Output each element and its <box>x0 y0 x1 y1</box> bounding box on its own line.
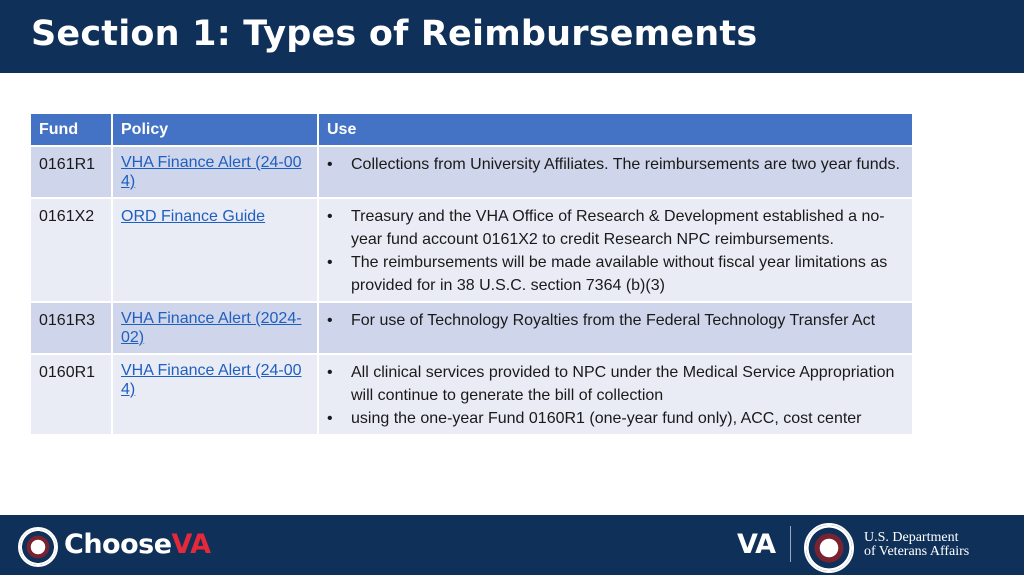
table-header-row <box>31 114 913 146</box>
table-row <box>31 354 913 434</box>
use-cell <box>318 146 913 198</box>
use-bullet: • The reimbursements will be made available without fiscal year limitations as provided for in 38 U.S.C. section 7364 (b)(3) <box>351 251 904 297</box>
policy-link[interactable]: ORD Finance Guide <box>121 208 266 225</box>
choose-va-text: VA <box>171 529 211 560</box>
use-cell <box>318 354 913 434</box>
fund-cell: 0161R3 <box>31 302 112 354</box>
fund-cell: 0160R1 <box>31 354 112 434</box>
choose-text: Choose <box>64 529 172 560</box>
policy-cell <box>112 146 318 198</box>
use-bullet: • using the one-year Fund 0160R1 (one-year fund only), ACC, cost center <box>351 407 904 430</box>
policy-cell <box>112 302 318 354</box>
department-line-1: U.S. Department <box>864 530 959 545</box>
fund-cell: 0161X2 <box>31 198 112 302</box>
header-fund: Fund <box>31 114 112 146</box>
policy-link[interactable]: VHA Finance Alert (24-004) <box>121 362 302 398</box>
slide-title: Section 1: Types of Reimbursements <box>31 14 758 54</box>
header-use: Use <box>318 114 913 146</box>
policy-cell <box>112 198 318 302</box>
use-bullet: • For use of Technology Royalties from the Federal Technology Transfer Act <box>351 309 904 332</box>
use-bullet: • Treasury and the VHA Office of Research & Development established a no-year fund account 0161X2 to credit Research NPC reimbursements. <box>351 205 904 251</box>
department-seal-icon <box>804 523 854 573</box>
use-bullet: • Collections from University Affiliates. The reimbursements are two year funds. <box>351 153 904 176</box>
table-row <box>31 198 913 302</box>
choose-va-logo <box>64 529 211 560</box>
va-logo: VA <box>737 529 775 560</box>
reimbursements-table <box>31 114 914 434</box>
va-seal-icon <box>18 527 58 567</box>
policy-cell <box>112 354 318 434</box>
fund-cell: 0161R1 <box>31 146 112 198</box>
use-cell <box>318 198 913 302</box>
table-row <box>31 146 913 198</box>
department-name <box>864 531 969 559</box>
header-policy: Policy <box>112 114 318 146</box>
footer-divider <box>790 526 791 562</box>
title-bar <box>0 0 1024 73</box>
use-cell <box>318 302 913 354</box>
policy-link[interactable]: VHA Finance Alert (24-004) <box>121 154 302 190</box>
policy-link[interactable]: VHA Finance Alert (2024-02) <box>121 310 302 346</box>
table-row <box>31 302 913 354</box>
use-bullet: • All clinical services provided to NPC under the Medical Service Appropriation will continue to generate the bill of collection <box>351 361 904 407</box>
department-line-2: of Veterans Affairs <box>864 544 970 559</box>
